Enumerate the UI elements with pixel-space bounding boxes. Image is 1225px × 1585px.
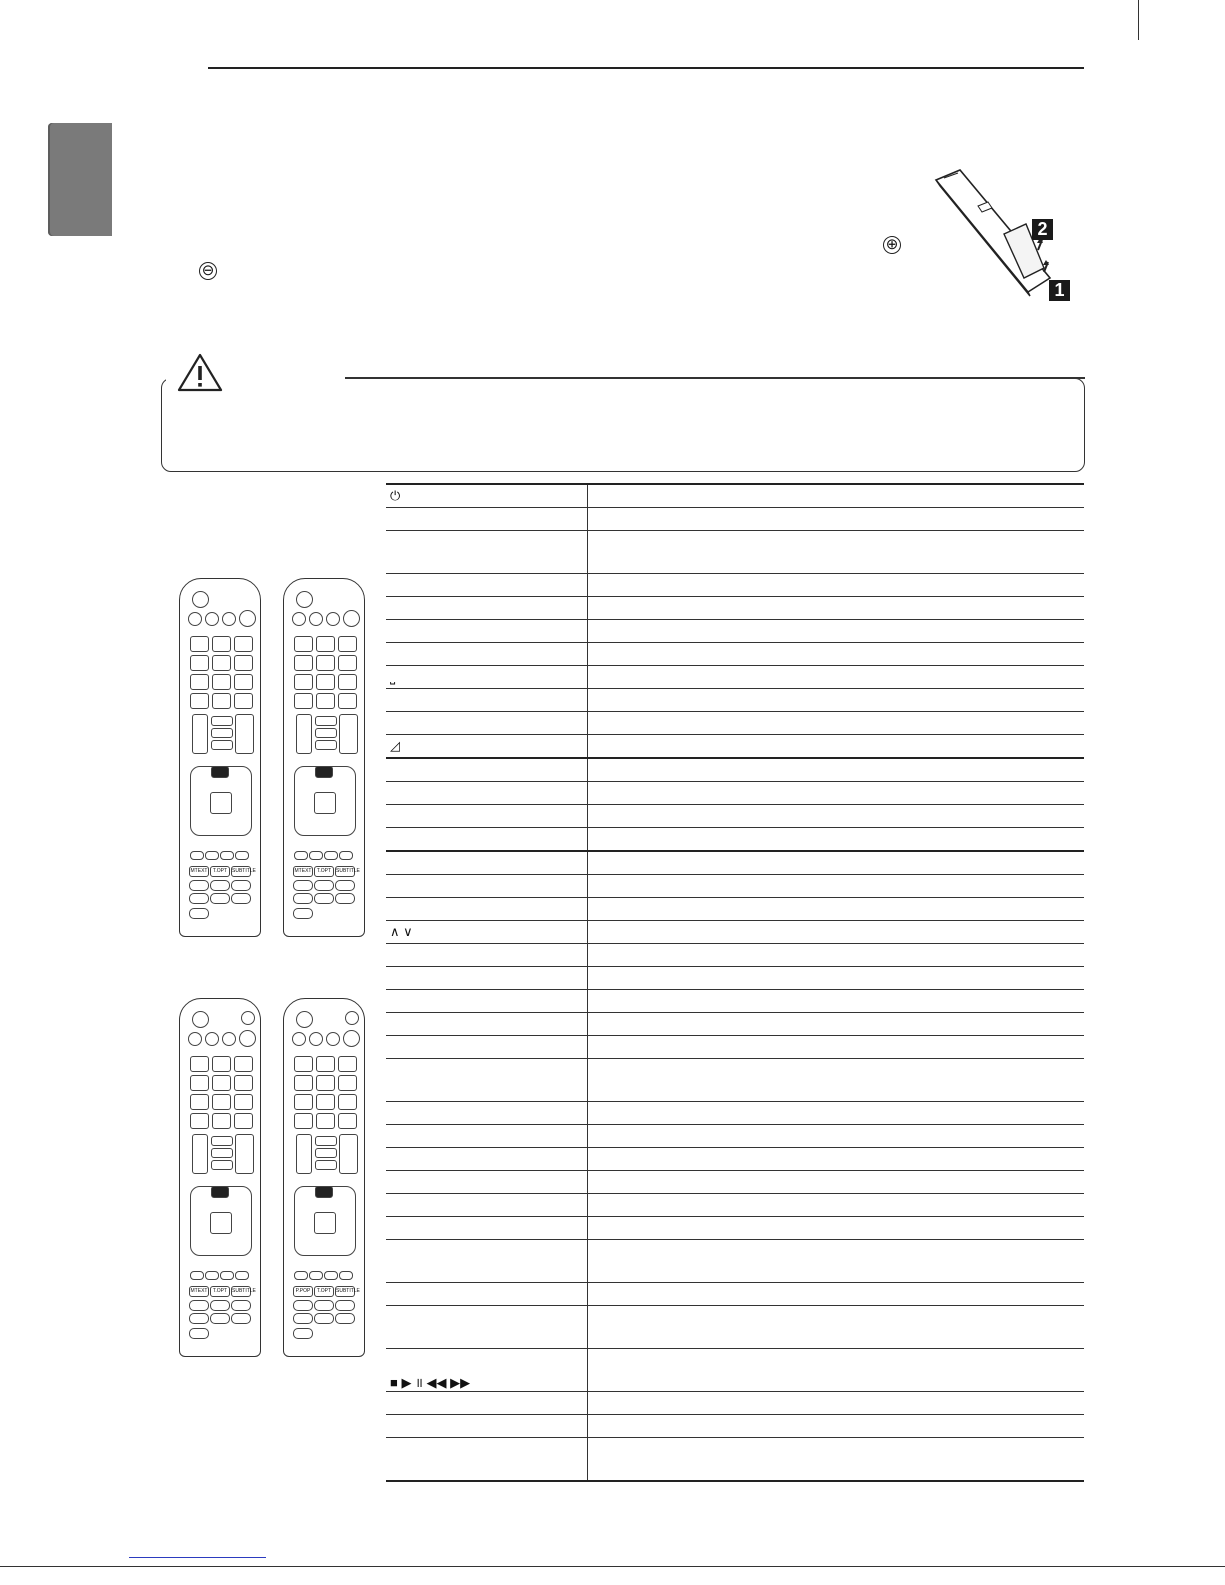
key-icon-cell: ∧ ∨ (386, 921, 588, 944)
number-key (190, 693, 209, 709)
key-icon-cell (386, 1036, 588, 1059)
table-row (386, 990, 1084, 1013)
number-key (316, 674, 335, 690)
key-function-table (386, 483, 1084, 1482)
footer-link-underline (129, 1557, 266, 1558)
key-icon-cell (386, 898, 588, 921)
function-key: MTEXT (189, 866, 209, 877)
key-icon-cell (386, 1125, 588, 1148)
key-description-cell (588, 1392, 1085, 1415)
ratio-key (211, 728, 233, 738)
playback-key (314, 893, 334, 904)
mode-button (343, 610, 360, 627)
number-key (234, 1056, 253, 1072)
playback-key (231, 880, 251, 891)
key-icon-cell (386, 508, 588, 531)
channel-key (339, 1134, 358, 1174)
key-icon-cell (386, 851, 588, 875)
remote-control-illustration (283, 578, 365, 937)
table-row (386, 1283, 1084, 1306)
key-description-cell (588, 805, 1085, 828)
key-description-cell (588, 875, 1085, 898)
number-key (234, 655, 253, 671)
table-row (386, 666, 1084, 689)
color-key (220, 1271, 234, 1280)
key-icon-cell (386, 1194, 588, 1217)
number-key (316, 1056, 335, 1072)
key-icon-cell (386, 805, 588, 828)
playback-key (231, 1313, 251, 1324)
remote-control-illustration (179, 578, 261, 937)
number-key (316, 655, 335, 671)
key-description-cell (588, 508, 1085, 531)
key-icon-cell (386, 712, 588, 735)
number-key (212, 674, 231, 690)
function-key: MTEXT (189, 1286, 209, 1297)
color-key (324, 1271, 338, 1280)
minus-polarity-icon: ⊖ (199, 262, 217, 280)
key-description-cell (588, 1217, 1085, 1240)
key-icon-cell (386, 1217, 588, 1240)
table-row (386, 1148, 1084, 1171)
key-icon-cell (386, 1102, 588, 1125)
key-description-cell (588, 643, 1085, 666)
table-row (386, 597, 1084, 620)
table-row (386, 1392, 1084, 1415)
table-row (386, 967, 1084, 990)
playback-key (335, 880, 355, 891)
header-rule (208, 67, 1084, 69)
channel-key (339, 714, 358, 754)
number-key (212, 1075, 231, 1091)
color-key (205, 1271, 219, 1280)
ok-key (314, 1212, 336, 1234)
mute-key (211, 1160, 233, 1170)
key-icon-cell (386, 758, 588, 782)
number-key (294, 1075, 313, 1091)
color-key (190, 1271, 204, 1280)
extra-key (293, 908, 313, 919)
table-row (386, 828, 1084, 852)
playback-key (189, 1300, 209, 1311)
input-button (188, 1032, 202, 1046)
table-row (386, 805, 1084, 828)
number-key (294, 1094, 313, 1110)
crop-mark (1138, 0, 1139, 40)
table-row (386, 643, 1084, 666)
key-description-cell (588, 758, 1085, 782)
section-side-tab (48, 123, 112, 236)
key-description-cell (588, 1349, 1085, 1392)
playback-key (314, 1313, 334, 1324)
table-row (386, 531, 1084, 574)
function-key: SUBTITLE (335, 1286, 355, 1297)
home-key (211, 1186, 229, 1198)
number-key (234, 1113, 253, 1129)
table-row (386, 1171, 1084, 1194)
function-key: T.OPT (210, 1286, 230, 1297)
key-icon-cell (386, 967, 588, 990)
number-key (190, 636, 209, 652)
number-key (212, 636, 231, 652)
playback-key (189, 1313, 209, 1324)
number-key (338, 1113, 357, 1129)
color-key (235, 851, 249, 860)
table-row (386, 1059, 1084, 1102)
home-key (211, 766, 229, 778)
number-key (234, 674, 253, 690)
power-icon (192, 1011, 209, 1028)
number-key (316, 1113, 335, 1129)
mute-key (315, 740, 337, 750)
key-description-cell (588, 484, 1085, 508)
fav-key (315, 1136, 337, 1146)
key-description-cell (588, 1240, 1085, 1283)
table-row (386, 921, 1084, 944)
settings-icon (241, 1011, 255, 1025)
table-row (386, 1438, 1084, 1482)
key-icon-cell (386, 1438, 588, 1482)
channel-key (235, 714, 254, 754)
playback-key (231, 893, 251, 904)
key-description-cell (588, 1102, 1085, 1125)
function-key: T.OPT (314, 866, 334, 877)
power-icon (296, 591, 313, 608)
volume-key (192, 1134, 208, 1174)
volume-key (296, 714, 312, 754)
function-key: SUBTITLE (231, 866, 251, 877)
playback-key (293, 880, 313, 891)
key-icon-cell (386, 1059, 588, 1102)
channel-key (235, 1134, 254, 1174)
table-row (386, 898, 1084, 921)
key-description-cell (588, 944, 1085, 967)
number-key (316, 693, 335, 709)
plus-polarity-icon: ⊕ (883, 236, 901, 254)
remote-control-illustration (179, 998, 261, 1357)
number-key (190, 1094, 209, 1110)
number-key (316, 636, 335, 652)
step-1-badge: 1 (1049, 280, 1070, 301)
key-description-cell (588, 735, 1085, 759)
number-key (190, 674, 209, 690)
key-icon-cell (386, 1240, 588, 1283)
extra-key (293, 1328, 313, 1339)
key-description-cell (588, 1125, 1085, 1148)
key-description-cell (588, 1438, 1085, 1482)
ratio-key (315, 728, 337, 738)
footer-rule (0, 1566, 1225, 1567)
key-description-cell (588, 1059, 1085, 1102)
key-description-cell (588, 921, 1085, 944)
volume-key (296, 1134, 312, 1174)
number-key (338, 1075, 357, 1091)
number-key (212, 655, 231, 671)
key-icon-cell (386, 574, 588, 597)
color-key (309, 1271, 323, 1280)
key-icon-cell (386, 643, 588, 666)
number-key (338, 1094, 357, 1110)
color-key (205, 851, 219, 860)
playback-key (335, 1313, 355, 1324)
table-row (386, 1349, 1084, 1392)
number-key (212, 1094, 231, 1110)
key-icon-cell (386, 990, 588, 1013)
table-row (386, 782, 1084, 805)
number-key (294, 674, 313, 690)
number-key (234, 1075, 253, 1091)
number-key (294, 655, 313, 671)
table-row (386, 875, 1084, 898)
key-icon-cell: ⎵ (386, 666, 588, 689)
key-description-cell (588, 1194, 1085, 1217)
function-key: T.OPT (210, 866, 230, 877)
mode-button (343, 1030, 360, 1047)
ok-key (210, 792, 232, 814)
av-button (222, 1032, 236, 1046)
number-key (294, 636, 313, 652)
key-description-cell (588, 828, 1085, 852)
extra-key (189, 908, 209, 919)
key-description-cell (588, 1036, 1085, 1059)
table-row (386, 1240, 1084, 1283)
ok-key (314, 792, 336, 814)
av-button (326, 1032, 340, 1046)
number-key (190, 1113, 209, 1129)
key-icon-cell (386, 1283, 588, 1306)
number-key (294, 693, 313, 709)
key-description-cell (588, 782, 1085, 805)
mode-button (239, 610, 256, 627)
number-key (234, 636, 253, 652)
ok-key (210, 1212, 232, 1234)
color-key (294, 1271, 308, 1280)
color-key (309, 851, 323, 860)
tv-button (205, 1032, 219, 1046)
function-key: SUBTITLE (231, 1286, 251, 1297)
playback-key (335, 893, 355, 904)
playback-key (231, 1300, 251, 1311)
input-button (292, 1032, 306, 1046)
color-key (324, 851, 338, 860)
color-key (235, 1271, 249, 1280)
key-description-cell (588, 531, 1085, 574)
fav-key (211, 1136, 233, 1146)
key-description-cell (588, 574, 1085, 597)
function-key: P.POP (293, 1286, 313, 1297)
number-key (234, 1094, 253, 1110)
table-row (386, 1013, 1084, 1036)
number-key (190, 1056, 209, 1072)
key-icon-cell (386, 689, 588, 712)
key-description-cell (588, 1306, 1085, 1349)
playback-key (335, 1300, 355, 1311)
key-icon-cell (386, 1148, 588, 1171)
function-key: T.OPT (314, 1286, 334, 1297)
table-row (386, 944, 1084, 967)
number-key (338, 636, 357, 652)
key-description-cell (588, 712, 1085, 735)
number-key (294, 1056, 313, 1072)
table-row (386, 689, 1084, 712)
caution-top-rule (345, 377, 1085, 379)
settings-icon (345, 1011, 359, 1025)
key-description-cell (588, 990, 1085, 1013)
mute-key (315, 1160, 337, 1170)
power-icon (192, 591, 209, 608)
playback-key (189, 893, 209, 904)
key-description-cell (588, 1148, 1085, 1171)
fav-key (315, 716, 337, 726)
table-row (386, 758, 1084, 782)
key-icon-cell (386, 828, 588, 852)
table-row (386, 1036, 1084, 1059)
key-description-cell (588, 1283, 1085, 1306)
number-key (294, 1113, 313, 1129)
number-key (338, 1056, 357, 1072)
table-row (386, 508, 1084, 531)
color-key (339, 1271, 353, 1280)
number-key (338, 674, 357, 690)
color-key (220, 851, 234, 860)
tv-button (309, 612, 323, 626)
playback-key (293, 1300, 313, 1311)
number-key (338, 693, 357, 709)
home-key (315, 1186, 333, 1198)
playback-key (293, 893, 313, 904)
step-2-badge: 2 (1032, 219, 1053, 240)
ratio-key (211, 1148, 233, 1158)
key-icon-cell (386, 1013, 588, 1036)
function-key: MTEXT (293, 866, 313, 877)
number-key (190, 1075, 209, 1091)
key-description-cell (588, 1171, 1085, 1194)
input-button (188, 612, 202, 626)
mute-key (211, 740, 233, 750)
tv-button (205, 612, 219, 626)
key-description-cell (588, 1415, 1085, 1438)
playback-key (189, 880, 209, 891)
mode-button (239, 1030, 256, 1047)
playback-key (210, 1313, 230, 1324)
key-icon-cell (386, 782, 588, 805)
table-row (386, 851, 1084, 875)
tv-button (309, 1032, 323, 1046)
key-icon-cell (386, 875, 588, 898)
key-icon-cell (386, 531, 588, 574)
key-icon-cell (386, 620, 588, 643)
remote-control-illustration (283, 998, 365, 1357)
playback-key (293, 1313, 313, 1324)
number-key (316, 1094, 335, 1110)
volume-key (192, 714, 208, 754)
playback-key (210, 893, 230, 904)
table-row (386, 735, 1084, 759)
table-row (386, 1125, 1084, 1148)
key-description-cell (588, 1013, 1085, 1036)
number-key (212, 1056, 231, 1072)
caution-box (161, 378, 1085, 472)
fav-key (211, 716, 233, 726)
table-row (386, 1415, 1084, 1438)
key-icon-cell: ⏻ (386, 484, 588, 508)
table-row (386, 574, 1084, 597)
table-row (386, 1194, 1084, 1217)
input-button (292, 612, 306, 626)
key-icon-cell (386, 1306, 588, 1349)
key-icon-cell: ■ ▶ ॥ ◀◀ ▶▶ (386, 1349, 588, 1392)
key-description-cell (588, 666, 1085, 689)
playback-key (314, 880, 334, 891)
extra-key (189, 1328, 209, 1339)
number-key (234, 693, 253, 709)
number-key (338, 655, 357, 671)
function-key: SUBTITLE (335, 866, 355, 877)
color-key (294, 851, 308, 860)
key-icon-cell (386, 1392, 588, 1415)
table-row (386, 1217, 1084, 1240)
key-description-cell (588, 689, 1085, 712)
ratio-key (315, 1148, 337, 1158)
power-icon (296, 1011, 313, 1028)
av-button (222, 612, 236, 626)
table-row (386, 1102, 1084, 1125)
key-icon-cell: ◿ (386, 735, 588, 759)
number-key (316, 1075, 335, 1091)
color-key (190, 851, 204, 860)
number-key (190, 655, 209, 671)
number-key (212, 693, 231, 709)
playback-key (210, 1300, 230, 1311)
number-key (212, 1113, 231, 1129)
color-key (339, 851, 353, 860)
av-button (326, 612, 340, 626)
table-row (386, 1306, 1084, 1349)
key-icon-cell (386, 1415, 588, 1438)
key-icon-cell (386, 944, 588, 967)
key-description-cell (588, 851, 1085, 875)
warning-triangle-icon (176, 352, 224, 392)
key-description-cell (588, 898, 1085, 921)
table-row (386, 712, 1084, 735)
table-row (386, 484, 1084, 508)
table-row (386, 620, 1084, 643)
key-description-cell (588, 620, 1085, 643)
key-icon-cell (386, 597, 588, 620)
home-key (315, 766, 333, 778)
key-icon-cell (386, 1171, 588, 1194)
key-description-cell (588, 597, 1085, 620)
playback-key (210, 880, 230, 891)
key-description-cell (588, 967, 1085, 990)
playback-key (314, 1300, 334, 1311)
